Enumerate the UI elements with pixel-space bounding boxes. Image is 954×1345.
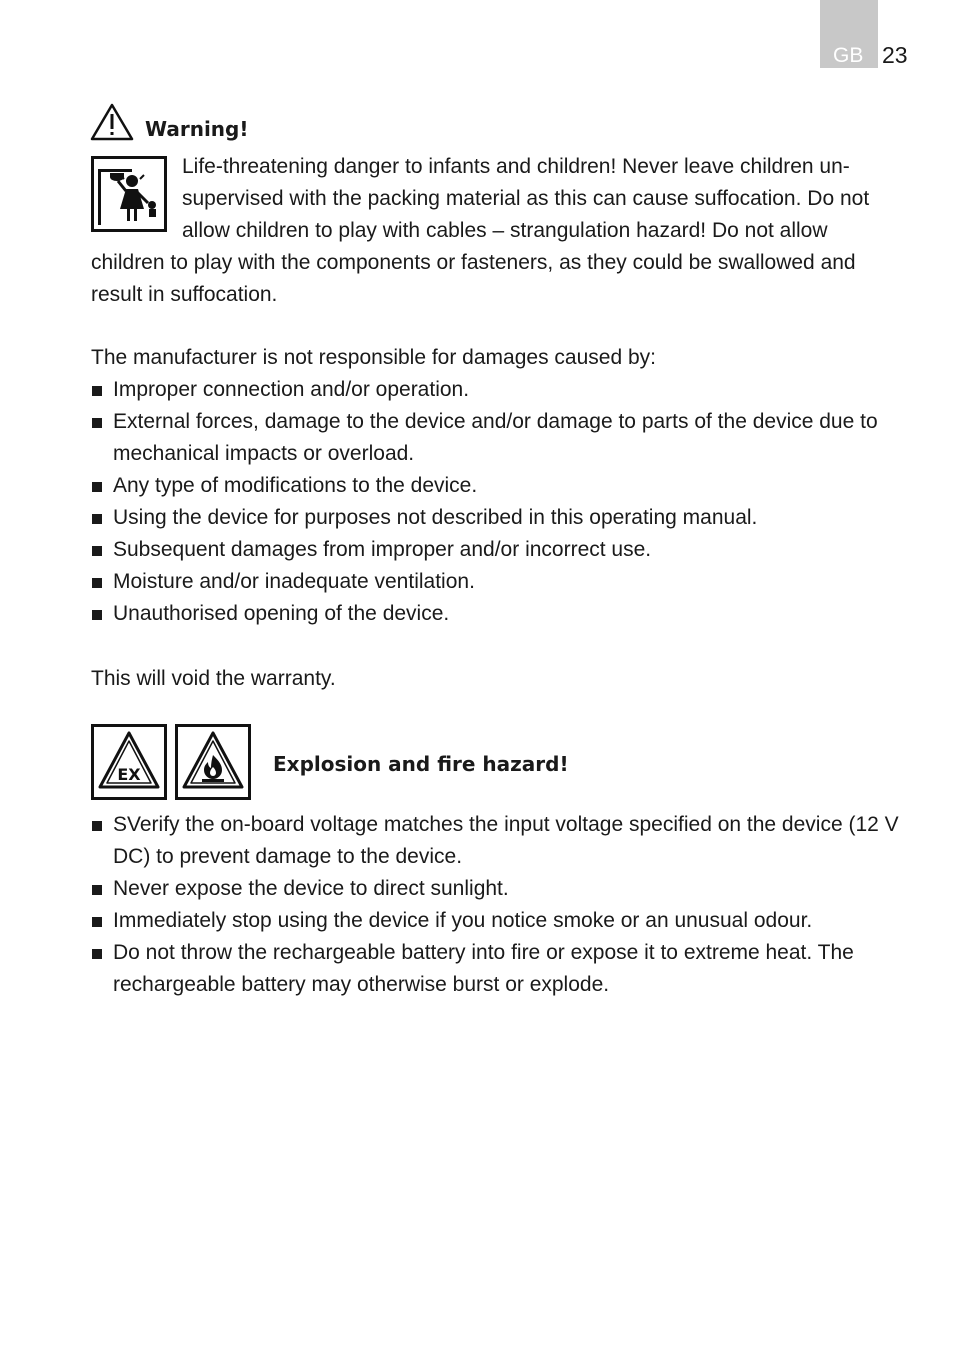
list-item: SVerify the on-board voltage matches the input voltage specified on the device (12 V DC) to prevent damage to the device. — [91, 809, 906, 873]
explosion-list — [91, 809, 906, 1001]
child-hazard-icon — [91, 156, 167, 232]
list-item: Unauthorised opening of the device. — [91, 598, 906, 630]
fire-hazard-icon — [175, 724, 251, 800]
warranty-note: This will void the warranty. — [91, 667, 336, 690]
manufacturer-intro: The manufacturer is not responsible for damages caused by: — [91, 346, 656, 369]
warning-block — [91, 151, 906, 311]
list-item: Do not throw the rechargeable battery into fire or expose it to extreme heat. The rechargeable battery may otherwise burst or explode. — [91, 937, 906, 1001]
list-item: Any type of modifications to the device. — [91, 470, 906, 502]
list-item: Subsequent damages from improper and/or incorrect use. — [91, 534, 906, 566]
list-item: Improper connection and/or operation. — [91, 374, 906, 406]
list-item: Using the device for purposes not described in this operating manual. — [91, 502, 906, 534]
warning-title: Warning! — [145, 117, 249, 141]
list-item: Never expose the device to direct sunlight. — [91, 873, 906, 905]
list-item: Immediately stop using the device if you notice smoke or an unusual odour. — [91, 905, 906, 937]
list-item: Moisture and/or inadequate ventilation. — [91, 566, 906, 598]
page-number: 23 — [882, 42, 908, 68]
ex-label: EX — [117, 765, 141, 784]
warning-triangle-icon — [90, 103, 134, 141]
language-code: GB — [833, 44, 864, 67]
manufacturer-list — [91, 374, 906, 630]
warning-text: Life-threatening danger to infants and children! Never leave children un-supervised with the packing material as this can cause suffocation. Do not allow children to play with cables – strangulation hazard! Do not allow children to play with the components or fasteners, as they could be swallowed and result in suffocation. — [91, 155, 870, 306]
list-item: External forces, damage to the device and/or damage to parts of the device due to mechanical impacts or overload. — [91, 406, 906, 470]
explosion-title: Explosion and fire hazard! — [273, 752, 569, 776]
explosion-ex-icon — [91, 724, 167, 800]
